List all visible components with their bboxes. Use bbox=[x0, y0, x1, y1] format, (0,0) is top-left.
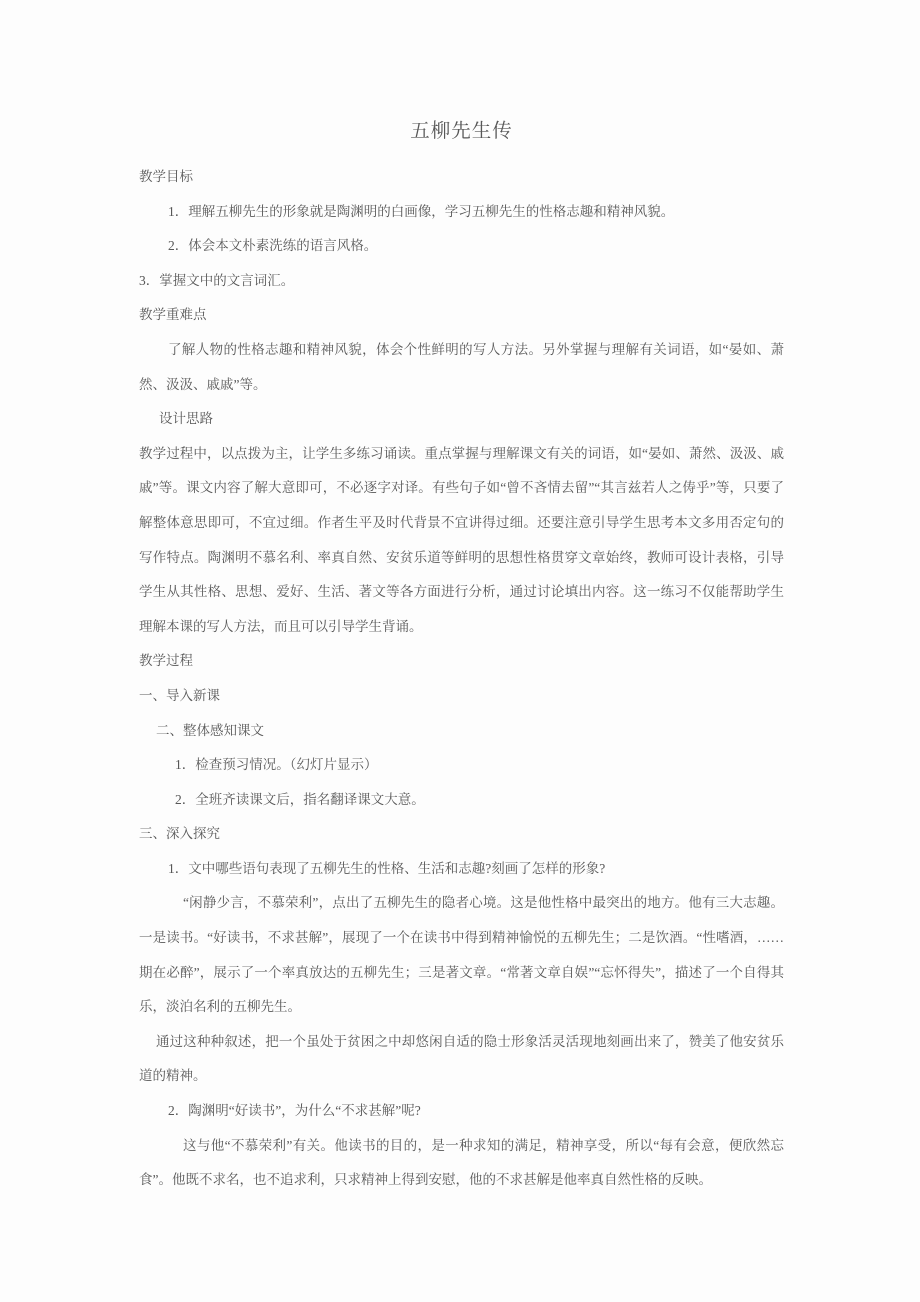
paragraph: “闲静少言，不慕荣利”，点出了五柳先生的隐者心境。这是他性格中最突出的地方。他有三大志趣。一是读书。“好读书，不求甚解”，展现了一个在读书中得到精神愉悦的五柳先生；二是饮酒。“性嗜酒，……期在必醉”，展示了一个率真放达的五柳先生；三是著文章。“常著文章自娱”“忘怀得失”，描述了一个自得其乐，淡泊名利的五柳先生。 bbox=[139, 895, 784, 1015]
paragraph: 2．陶渊明“好读书”，为什么“不求甚解”呢? bbox=[168, 1103, 421, 1119]
paragraph: 了解人物的性格志趣和精神风貌，体会个性鲜明的写人方法。另外掌握与理解有关词语，如“晏如、萧然、汲汲、戚戚”等。 bbox=[139, 341, 784, 392]
paragraph: 教学目标 bbox=[139, 169, 193, 184]
document-title: 五柳先生传 bbox=[410, 121, 513, 142]
paragraph: 二、整体感知课文 bbox=[156, 722, 264, 738]
paragraph: 教学重难点 bbox=[139, 307, 207, 323]
paragraph: 1．文中哪些语句表现了五柳先生的性格、生活和志趣?刻画了怎样的形象? bbox=[168, 860, 606, 876]
paragraph: 2．全班齐读课文后，指名翻译课文大意。 bbox=[175, 791, 425, 807]
paragraph: 通过这种种叙述，把一个虽处于贫困之中却悠闲自适的隐士形象活灵活现地刻画出来了，赞美了他安贫乐道的精神。 bbox=[139, 1033, 784, 1084]
paragraph: 设计思路 bbox=[159, 411, 213, 427]
paragraph: 2．体会本文朴素洗练的语言风格。 bbox=[168, 238, 378, 254]
document-body bbox=[139, 160, 784, 1198]
paragraph: 三、深入探究 bbox=[139, 826, 220, 842]
paragraph: 这与他“不慕荣利”有关。他读书的目的，是一种求知的满足，精神享受，所以“每有会意，便欣然忘食”。他既不求名，也不追求利，只求精神上得到安慰，他的不求甚解是他率真自然性格的反映。 bbox=[139, 1137, 784, 1188]
paragraph: 教学过程 bbox=[139, 653, 193, 669]
paragraph: 教学过程中，以点拨为主，让学生多练习诵读。重点掌握与理解课文有关的词语，如“晏如、萧然、汲汲、戚戚”等。课文内容了解大意即可，不必逐字对译。有些句子如“曾不吝情去留”“其言兹若人之俦乎”等，只要了解整体意思即可，不宜过细。作者生平及时代背景不宜讲得过细。还要注意引导学生思考本文多用否定句的写作特点。陶渊明不慕名利、率真自然、安贫乐道等鲜明的思想性格贯穿文章始终，教师可设计表格，引导学生从其性格、思想、爱好、生活、著文等各方面进行分析，通过讨论填出内容。这一练习不仅能帮助学生理解本课的写人方法，而且可以引导学生背诵。 bbox=[139, 445, 784, 634]
paragraph: 1．检查预习情况。（幻灯片显示） bbox=[175, 757, 378, 773]
paragraph: 一、导入新课 bbox=[139, 687, 220, 703]
paragraph: 3．掌握文中的文言词汇。 bbox=[139, 272, 295, 288]
paragraph: 1．理解五柳先生的形象就是陶渊明的白画像，学习五柳先生的性格志趣和精神风貌。 bbox=[168, 203, 675, 219]
